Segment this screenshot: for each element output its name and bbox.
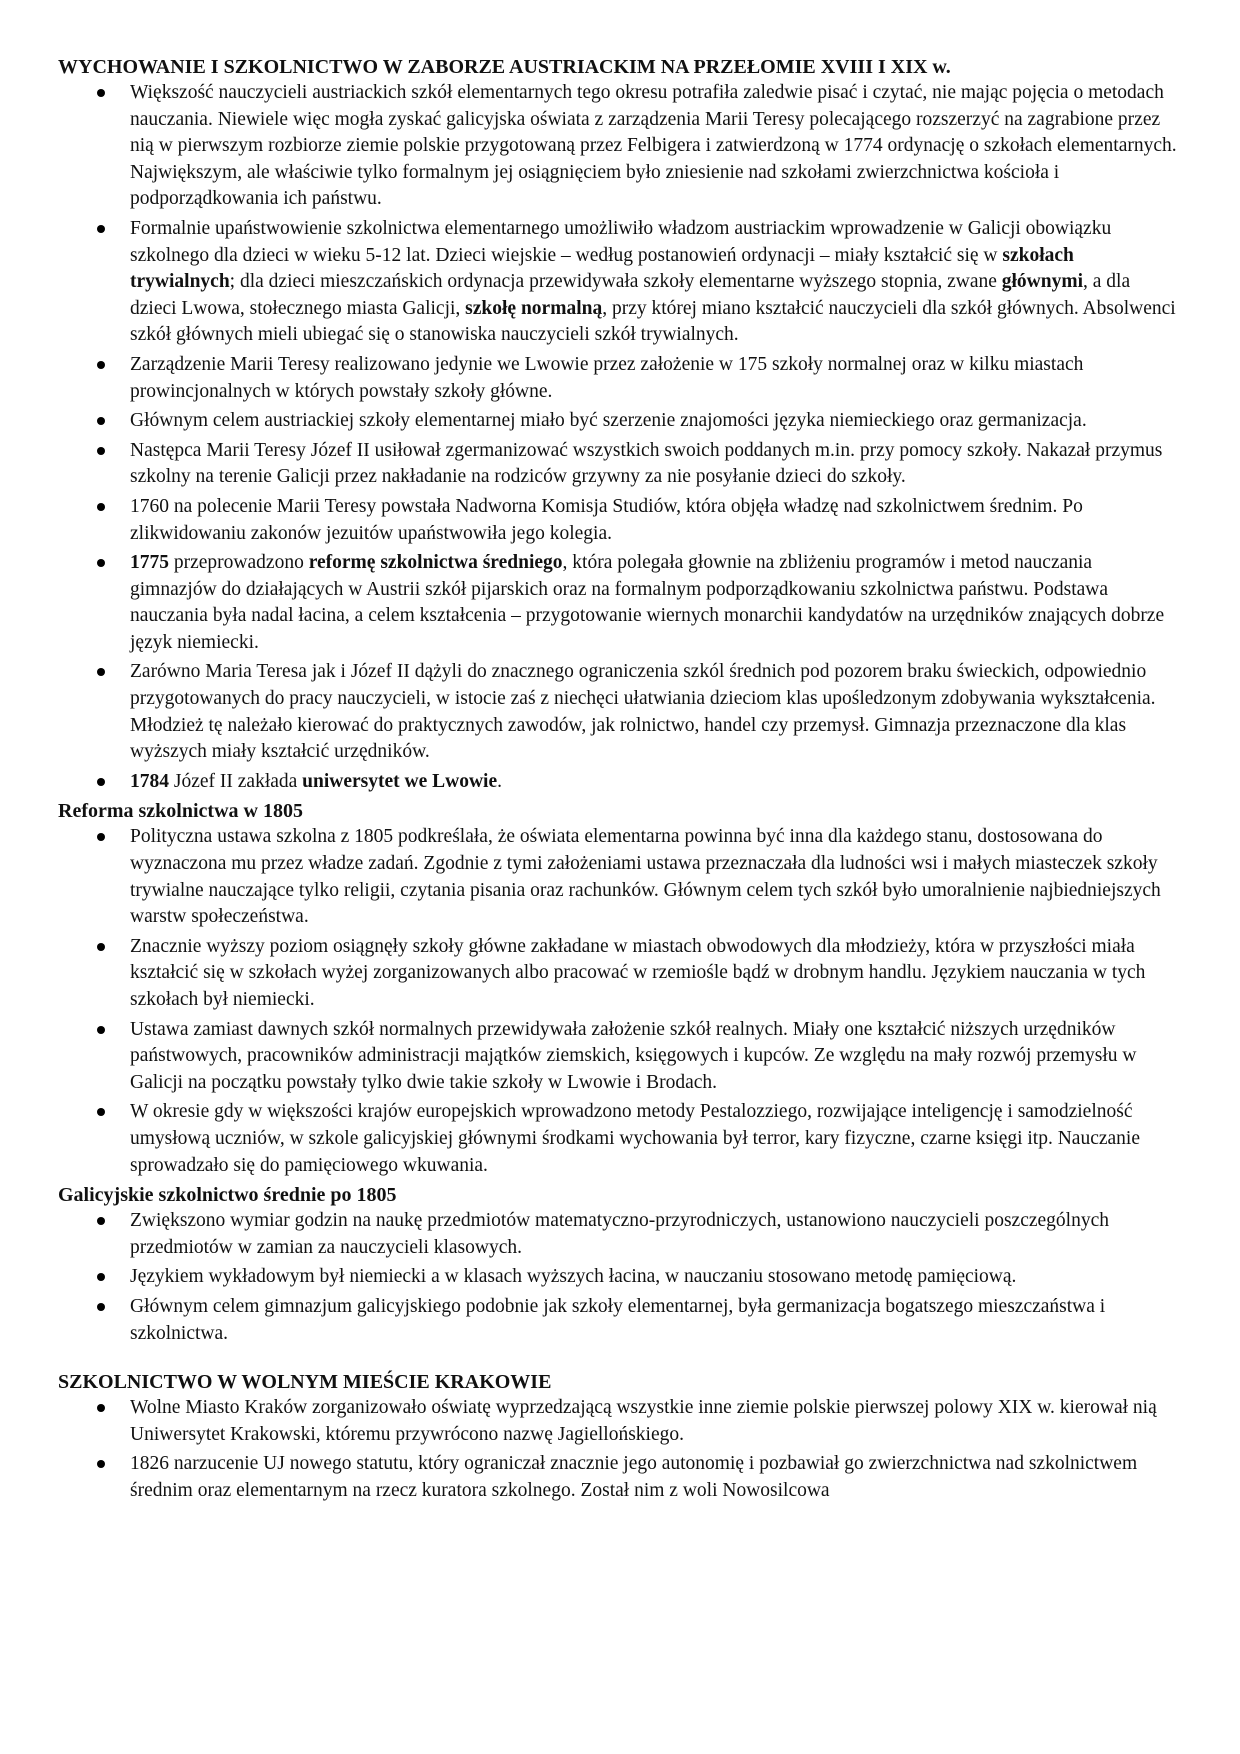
text-run: Formalnie upaństwowienie szkolnictwa elementarnego umożliwiło władzom austriackim wprowadzenie w Galicji obowiązku szkolnego dla dzieci w wieku 5-12 lat. Dzieci wiejskie – według postanowień ordynacji – miały kształcić się w xyxy=(130,217,1112,266)
text-run: Głównym celem gimnazjum galicyjskiego podobnie jak szkoły elementarnej, była germanizacja bogatszego mieszczaństwa i szkolnictwa. xyxy=(130,1295,1106,1344)
text-run: Językiem wykładowym był niemiecki a w klasach wyższych łacina, w nauczaniu stosowano metodę pamięciową. xyxy=(130,1266,1017,1288)
text-run: Zwiększono wymiar godzin na naukę przedmiotów matematyczno-przyrodniczych, ustanowiono nauczycieli poszczególnych przedmiotów w zamian za nauczycieli klasowych. xyxy=(130,1210,1109,1258)
section-heading: Galicyjskie szkolnictwo średnie po 1805 xyxy=(58,1184,397,1207)
section-heading: Reforma szkolnictwa w 1805 xyxy=(58,800,303,823)
text-run: Polityczna ustawa szkolna z 1805 podkreślała, że oświata elementarna powinna być inna dla każdego stanu, dostosowana do wyznaczona mu przez władze zadań. Zgodnie z tymi założeniami ustawa przeznaczała dla ludności wsi i małych miasteczek szkoły trywialne nauczające tylko religii, czytania pisania oraz rachunków. Głównym celem tych szkół było umoralnienie najbiedniejszych warstw społeczeństwa. xyxy=(130,826,1161,928)
text-run: , która polegała głownie na zbliżeniu programów i metod nauczania gimnazjów do działających w Austrii szkół pijarskich oraz na formalnym podporządkowaniu szkolnictwa państwu. Podstawa nauczania była nadal łacina, a celem kształcenia – przygotowanie wiernych monarchii kandydatów na urzędników znających dobrze język niemiecki. xyxy=(130,552,1165,653)
bold-text: reformę szkolnictwa średniego xyxy=(308,552,563,574)
bold-text: uniwersytet we Lwowie xyxy=(302,770,498,792)
text-run: Większość nauczycieli austriackich szkół elementarnych tego okresu potrafiła zaledwie pisać i czytać, nie mając pojęcia o metodach nauczania. Niewiele więc mogła zyskać galicyjska oświata z zarządzenia Marii Teresy polecającego rozszerzyć na zagrabione przez nią w pierwszym rozbiorze ziemie polskie przygotowaną przez Felbigera i zatwierdzoną w 1774 ordynację o szkołach elementarnych. Największym, ale właściwie tylko formalnym jej osiągnięciem było zniesienie nad szkołami zwierzchnictwa kościoła i podporządkowania ich państwu. xyxy=(130,82,1177,210)
bullet-item xyxy=(130,1264,1180,1291)
bullet-item xyxy=(130,80,1180,213)
text-run: 1826 narzucenie UJ nowego statutu, który ograniczał znacznie jego autonomię i pozbawiał go zwierzchnictwa nad szkolnictwem średnim oraz elementarnym na rzecz kuratora szkolnego. Został nim z woli Nowosilcowa xyxy=(130,1453,1138,1501)
text-run: Głównym celem austriackiej szkoły elementarnej miało być szerzenie znajomości języka niemieckiego oraz germanizacja. xyxy=(130,410,1087,432)
bold-text: 1784 xyxy=(130,770,169,792)
bullet-item xyxy=(130,550,1180,656)
bullet-item xyxy=(130,352,1180,405)
bullet-item xyxy=(130,1099,1180,1179)
bullet-item xyxy=(130,1395,1180,1448)
bullet-item xyxy=(130,824,1180,930)
bullet-item xyxy=(130,934,1180,1014)
text-run: Znacznie wyższy poziom osiągnęły szkoły główne zakładane w miastach obwodowych dla młodzieży, która w przyszłości miała kształcić się w szkołach wyżej zorganizowanych albo pracować w rzemiośle bądź w drobnym handlu. Językiem nauczania w tych szkołach był niemiecki. xyxy=(130,935,1146,1010)
text-run: W okresie gdy w większości krajów europejskich wprowadzono metody Pestalozziego, rozwijające inteligencję i samodzielność umysłową uczniów, w szkole galicyjskiej głównymi środkami wychowania był terror, kary fizyczne, czarne księgi itp. Nauczanie sprowadzało się do pamięciowego wkuwania. xyxy=(130,1101,1141,1176)
bold-text: szkołach trywialnych xyxy=(130,244,1074,293)
text-run: . xyxy=(497,770,503,792)
bullet-item xyxy=(130,1208,1180,1261)
text-run: Józef II zakłada xyxy=(169,770,303,792)
section-heading: SZKOLNICTWO W WOLNYM MIEŚCIE KRAKOWIE xyxy=(58,1371,552,1394)
text-run: Zarówno Maria Teresa jak i Józef II dążyli do znacznego ograniczenia szkól średnich pod pozorem braku świeckich, odpowiednio przygotowanych do pracy nauczycieli, w istocie zaś z niechęci ułatwiania dzieciom klas upośledzonym zdobywania wykształcenia. Młodzież tę należało kierować do praktycznych zawodów, jak rolnictwo, handel czy przemysł. Gimnazja przeznaczone dla klas wyższych miały kształcić urzędników. xyxy=(130,661,1156,763)
document-body xyxy=(58,80,1180,1505)
document-title: WYCHOWANIE I SZKOLNICTWO W ZABORZE AUSTRIACKIM NA PRZEŁOMIE XVIII I XIX w. xyxy=(58,56,951,78)
bullet-list xyxy=(58,1395,1180,1504)
text-run: ; dla dzieci mieszczańskich ordynacja przewidywała szkoły elementarne wyższego stopnia, zwane xyxy=(229,271,1002,293)
bullet-item xyxy=(130,438,1180,491)
bullet-item xyxy=(130,408,1180,435)
text-run: , przy której miano kształcić nauczycieli dla szkół głównych. Absolwenci szkół głównych mieli ubiegać się o stanowiska nauczycieli szkół trywialnych. xyxy=(130,297,1176,346)
text-run: Następca Marii Teresy Józef II usiłował zgermanizować wszystkich swoich poddanych m.in. przy pomocy szkoły. Nakazał przymus szkolny na terenie Galicji przez nakładanie na rodziców grzywny za nie posyłanie dzieci do szkoły. xyxy=(130,439,1163,488)
bullet-item xyxy=(130,1451,1180,1504)
bold-text: głównymi xyxy=(1001,271,1084,293)
text-run: Wolne Miasto Kraków zorganizowało oświatę wyprzedzającą wszystkie inne ziemie polskie pierwszej polowy XIX w. kierował nią Uniwersytet Krakowski, któremu przywrócono nazwę Jagiellońskiego. xyxy=(130,1397,1157,1445)
text-run: 1760 na polecenie Marii Teresy powstała Nadworna Komisja Studiów, która objęła władzę nad szkolnictwem średnim. Po zlikwidowaniu zakonów jezuitów upaństwowiła jego kolegia. xyxy=(130,495,1083,544)
text-run: Zarządzenie Marii Teresy realizowano jedynie we Lwowie przez założenie w 175 szkoły normalnej oraz w kilku miastach prowincjonalnych w których powstały szkoły główne. xyxy=(130,353,1084,402)
bullet-list xyxy=(58,1208,1180,1347)
bullet-item xyxy=(130,216,1180,349)
text-run: , a dla dzieci Lwowa, stołecznego miasta Galicji, xyxy=(130,271,1131,319)
text-run: przeprowadzono xyxy=(169,552,309,574)
bullet-item xyxy=(130,494,1180,547)
text-run: Ustawa zamiast dawnych szkół normalnych przewidywała założenie szkół realnych. Miały one kształcić niższych urzędników państwowych, pracowników administracji majątków ziemskich, księgowych i kupców. Ze względu na mały rozwój przemysłu w Galicji na początku powstały tylko dwie takie szkoły w Lwowie i Brodach. xyxy=(130,1018,1137,1093)
bullet-item xyxy=(130,659,1180,765)
bullet-list xyxy=(58,824,1180,1179)
bullet-item xyxy=(130,1294,1180,1347)
bullet-list xyxy=(58,80,1180,795)
bold-text: szkołę normalną xyxy=(465,297,603,319)
bullet-item xyxy=(130,769,1180,796)
bullet-item xyxy=(130,1017,1180,1097)
bold-text: 1775 xyxy=(130,552,169,574)
